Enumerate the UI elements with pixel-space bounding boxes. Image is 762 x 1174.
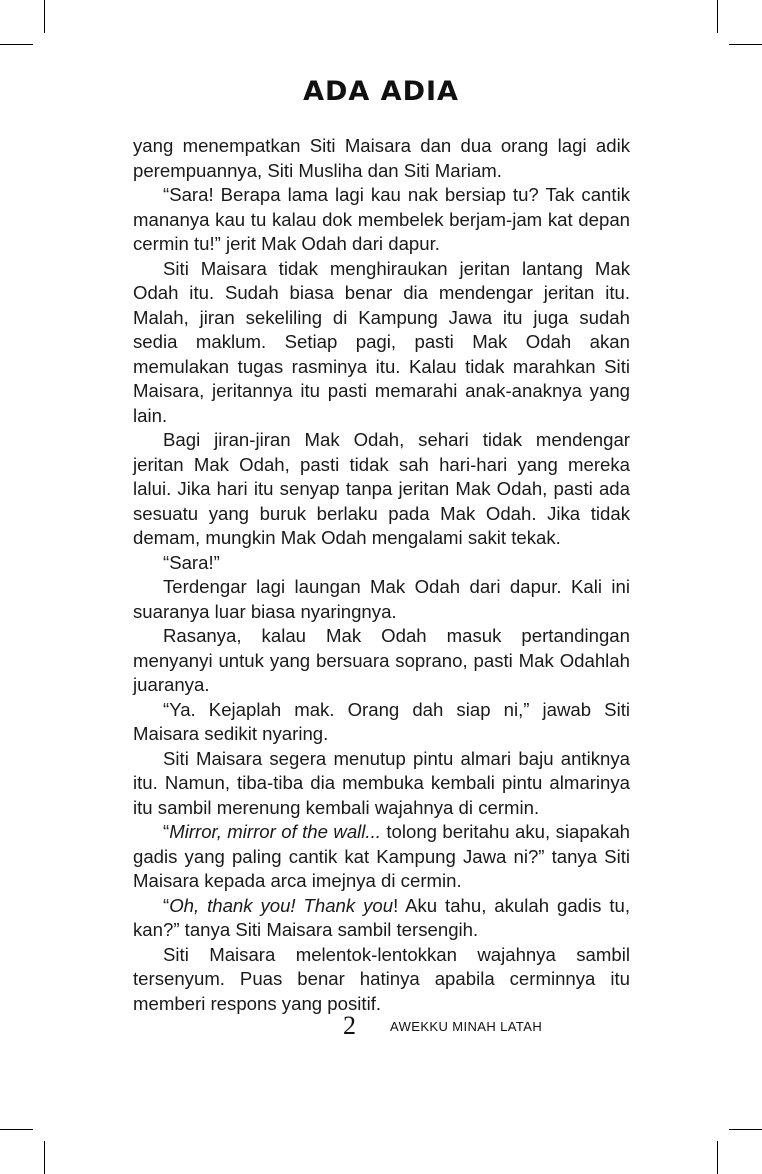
paragraph — [133, 134, 630, 183]
text-run: Rasanya, kalau Mak Odah masuk pertandingan menyanyi untuk yang bersuara soprano, pasti Mak Odahlah juaranya. — [133, 625, 630, 695]
paragraph — [133, 698, 630, 747]
paragraph — [133, 820, 630, 894]
italic-text: Oh, thank you! Thank you — [169, 894, 394, 916]
page-number: 2 — [343, 1011, 356, 1040]
paragraph — [133, 747, 630, 821]
crop-mark — [0, 44, 33, 45]
text-run: Siti Maisara tidak menghiraukan jeritan lantang Mak Odah itu. Sudah biasa benar dia mendengar jeritan itu. Malah, jiran sekeliling di Kampung Jawa itu juga sudah sedia maklum. Setiap pagi, pasti Mak Odah akan memulakan tugas rasminya itu. Kalau tidak marahkan Siti Maisara, jeritannya itu pasti memarahi anak-anaknya yang lain. — [133, 257, 630, 426]
text-run: yang menempatkan Siti Maisara dan dua orang lagi adik perempuannya, Siti Musliha dan Siti Mariam. — [133, 135, 630, 181]
text-run: tolong beritahu aku, siapakah gadis yang paling cantik kat Kampung Jawa ni?” tanya Siti Maisara kepada arca imejnya di cermin. — [133, 821, 630, 891]
crop-mark — [717, 1141, 718, 1174]
paragraph — [133, 624, 630, 698]
text-run: “Sara!” — [163, 551, 220, 573]
crop-mark — [717, 0, 718, 33]
text-run: “ — [163, 821, 170, 842]
text-run: “Ya. Kejaplah mak. Orang dah siap ni,” jawab Siti Maisara sedikit nyaring. — [133, 698, 630, 744]
text-run: “Sara! Berapa lama lagi kau nak bersiap tu? Tak cantik mananya kau tu kalau dok membelek berjam-jam kat depan cermin tu!” jerit Mak Odah dari dapur. — [133, 184, 630, 254]
crop-mark — [0, 1129, 33, 1130]
italic-text: Mirror, mirror of the wall... — [169, 821, 381, 842]
page-footer — [0, 1011, 762, 1041]
chapter-title: ADA ADIA — [303, 76, 459, 107]
text-run: Bagi jiran-jiran Mak Odah, sehari tidak mendengar jeritan Mak Odah, pasti tidak sah hari-hari yang mereka lalui. Jika hari itu senyap tanpa jeritan Mak Odah, pasti ada sesuatu yang buruk berlaku pada Mak Odah. Jika tidak demam, mungkin Mak Odah mengalami sakit tekak. — [133, 429, 630, 548]
paragraph — [133, 183, 630, 257]
text-run: “ — [163, 894, 170, 916]
text-run: ! Aku tahu, akulah gadis tu, kan?” tanya Siti Maisara sambil tersengih. — [133, 894, 631, 940]
crop-mark — [729, 1129, 762, 1130]
text-run: Siti Maisara melentok-lentokkan wajahnya sambil tersenyum. Puas benar hatinya apabila cerminnya itu memberi respons yang positif. — [133, 943, 630, 1014]
crop-mark — [729, 44, 762, 45]
paragraph — [133, 257, 630, 429]
crop-mark — [44, 0, 45, 33]
text-run: Terdengar lagi laungan Mak Odah dari dapur. Kali ini suaranya luar biasa nyaringnya. — [133, 576, 630, 622]
text-run: Siti Maisara segera menutup pintu almari baju antiknya itu. Namun, tiba-tiba dia membuka kembali pintu almarinya itu sambil merenung kembali wajahnya di cermin. — [133, 747, 630, 818]
paragraph — [133, 428, 630, 551]
paragraph — [133, 894, 630, 943]
paragraph — [133, 943, 630, 1017]
body-text — [133, 134, 630, 1016]
running-title: AWEKKU MINAH LATAH — [390, 1019, 543, 1034]
crop-mark — [44, 1141, 45, 1174]
paragraph — [133, 551, 630, 576]
paragraph — [133, 575, 630, 624]
